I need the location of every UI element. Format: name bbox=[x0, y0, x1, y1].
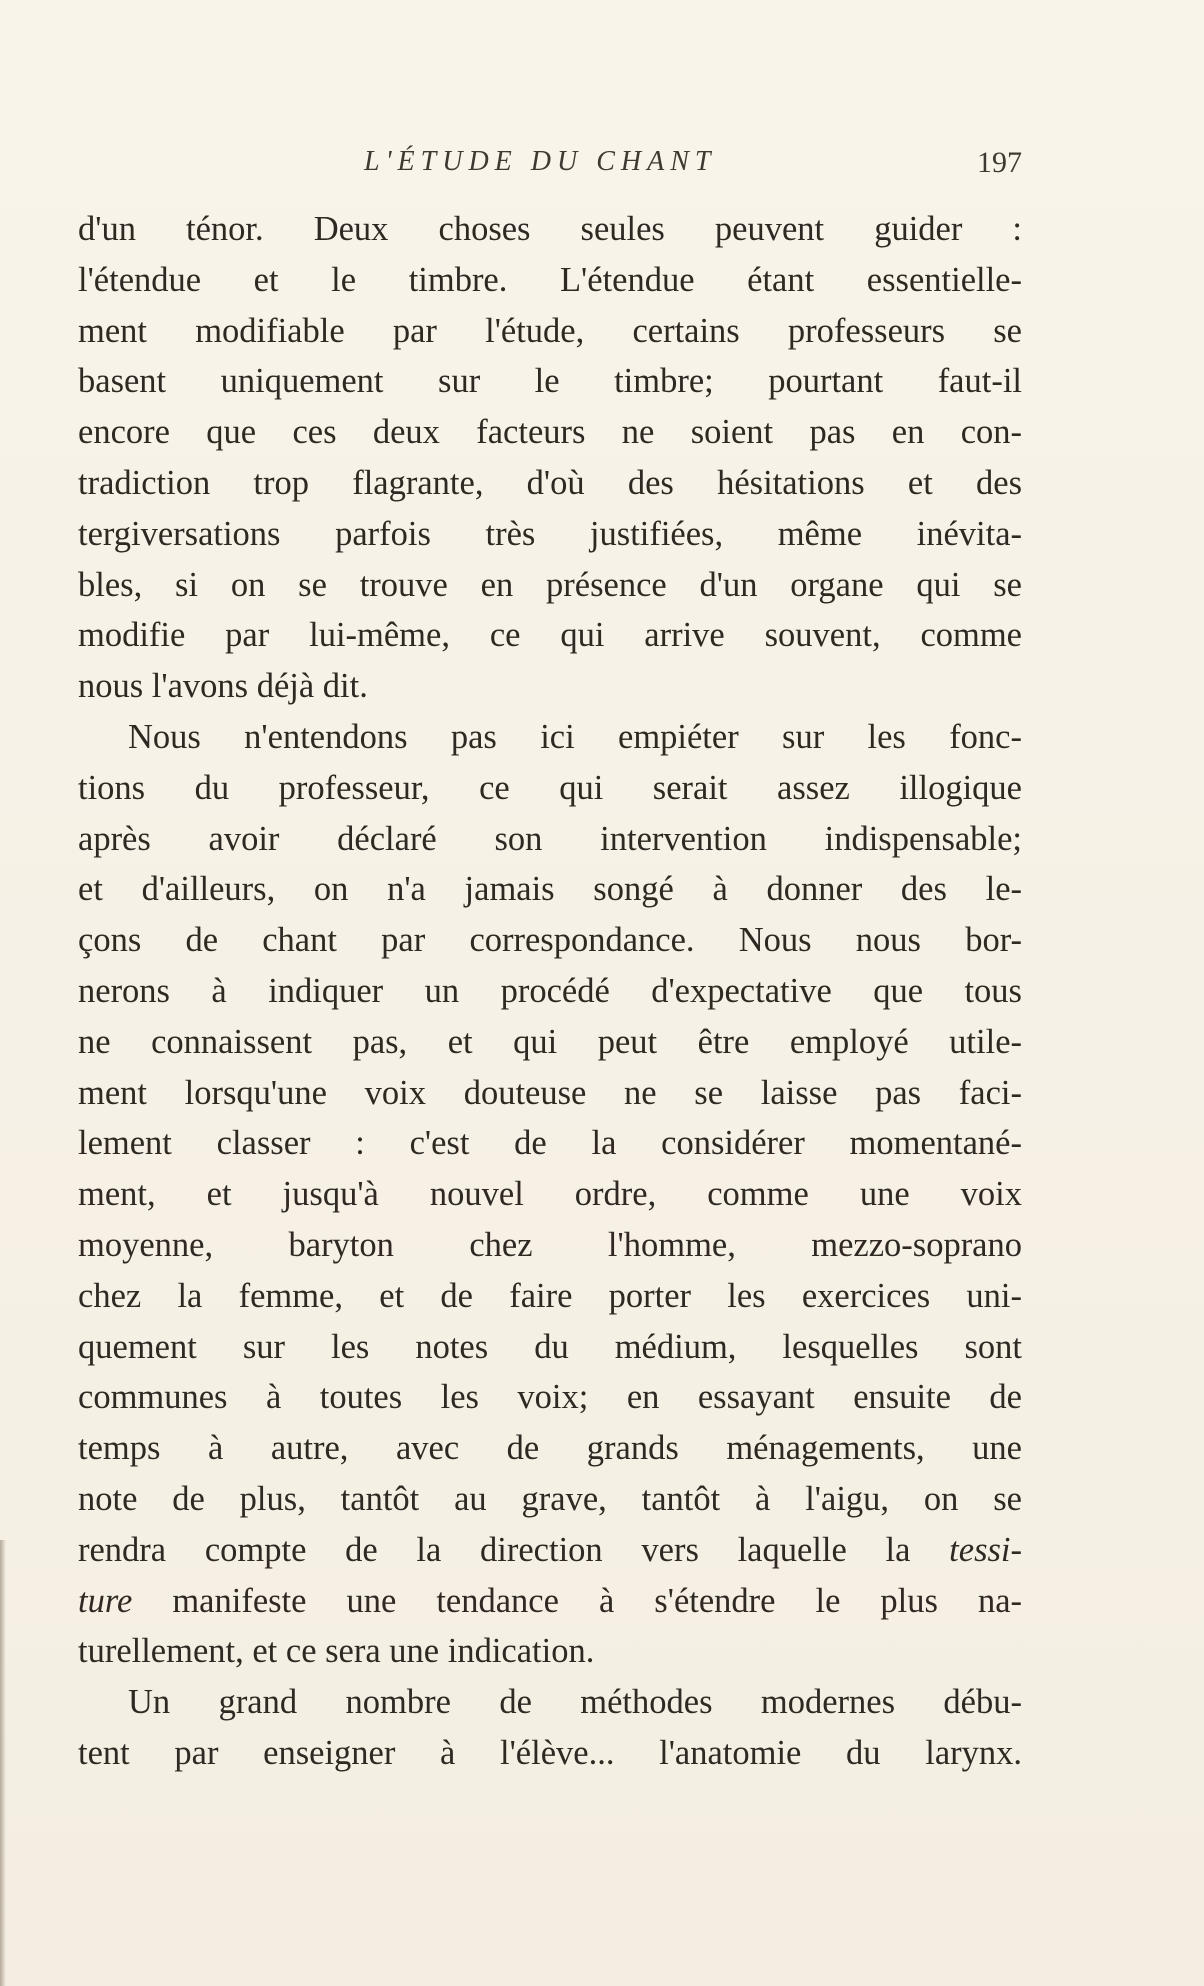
text-line: tergiversations parfois très justifiées, même inévita- bbox=[78, 514, 1022, 553]
text-segment: rendra compte de la direction vers laquelle la bbox=[78, 1530, 911, 1569]
text-line: Un grand nombre de méthodes modernes débu- bbox=[128, 1683, 1022, 1722]
text-line: bles, si on se trouve en présence d'un organe qui se bbox=[78, 565, 1022, 604]
text-line: temps à autre, avec de grands ménagements, une bbox=[78, 1429, 1022, 1468]
text-line: d'un ténor. Deux choses seules peuvent guider : bbox=[78, 210, 1022, 248]
text-line: chez la femme, et de faire porter les exercices uni- bbox=[78, 1276, 1022, 1315]
text-line: basent uniquement sur le timbre; pourtant faut-il bbox=[78, 362, 1022, 401]
text-line: note de plus, tantôt au grave, tantôt à l'aigu, on se bbox=[78, 1479, 1022, 1518]
text-line-with-italic bbox=[78, 1525, 1022, 1576]
text-line: quement sur les notes du médium, lesquelles sont bbox=[78, 1327, 1022, 1366]
running-head: L'ÉTUDE DU CHANT bbox=[364, 146, 717, 177]
text-segment: manifeste une tendance à s'étendre le plus na- bbox=[172, 1581, 1023, 1620]
text-line: ment lorsqu'une voix douteuse ne se laisse pas faci- bbox=[78, 1073, 1022, 1112]
text-line: l'étendue et le timbre. L'étendue étant essentielle- bbox=[78, 260, 1022, 299]
text-line: tions du professeur, ce qui serait assez illogique bbox=[78, 768, 1022, 807]
italic-word: tessi- bbox=[949, 1530, 1022, 1569]
text-line: tradiction trop flagrante, d'où des hésitations et des bbox=[78, 463, 1022, 502]
text-line: ment, et jusqu'à nouvel ordre, comme une voix bbox=[78, 1175, 1022, 1214]
text-line-with-italic bbox=[78, 1576, 1022, 1627]
page-header bbox=[78, 146, 1022, 186]
text-line: lement classer : c'est de la considérer momentané- bbox=[78, 1124, 1022, 1163]
text-line: çons de chant par correspondance. Nous nous bor- bbox=[78, 921, 1022, 960]
text-line: nerons à indiquer un procédé d'expectative que tous bbox=[78, 971, 1022, 1010]
text-line: ne connaissent pas, et qui peut être employé utile- bbox=[78, 1022, 1022, 1061]
page-number: 197 bbox=[977, 146, 1022, 179]
text-line: modifie par lui-même, ce qui arrive souvent, comme bbox=[78, 616, 1022, 655]
text-line: ment modifiable par l'étude, certains professeurs se bbox=[78, 311, 1022, 350]
body-text bbox=[78, 204, 1022, 1779]
italic-word: ture bbox=[78, 1581, 133, 1620]
text-line: turellement, et ce sera une indication. bbox=[78, 1632, 595, 1671]
text-line: après avoir déclaré son intervention indispensable; bbox=[78, 819, 1022, 858]
text-line: moyenne, baryton chez l'homme, mezzo-soprano bbox=[78, 1225, 1022, 1264]
text-line: nous l'avons déjà dit. bbox=[78, 667, 368, 706]
text-line: encore que ces deux facteurs ne soient pas en con- bbox=[78, 413, 1022, 452]
text-line: communes à toutes les voix; en essayant ensuite de bbox=[78, 1378, 1022, 1417]
page-edge-shadow bbox=[0, 1540, 6, 1986]
text-line: Nous n'entendons pas ici empiéter sur les fonc- bbox=[128, 717, 1022, 756]
text-line: tent par enseigner à l'élève... l'anatomie du larynx. bbox=[78, 1733, 1022, 1772]
text-line: et d'ailleurs, on n'a jamais songé à donner des le- bbox=[78, 870, 1022, 909]
